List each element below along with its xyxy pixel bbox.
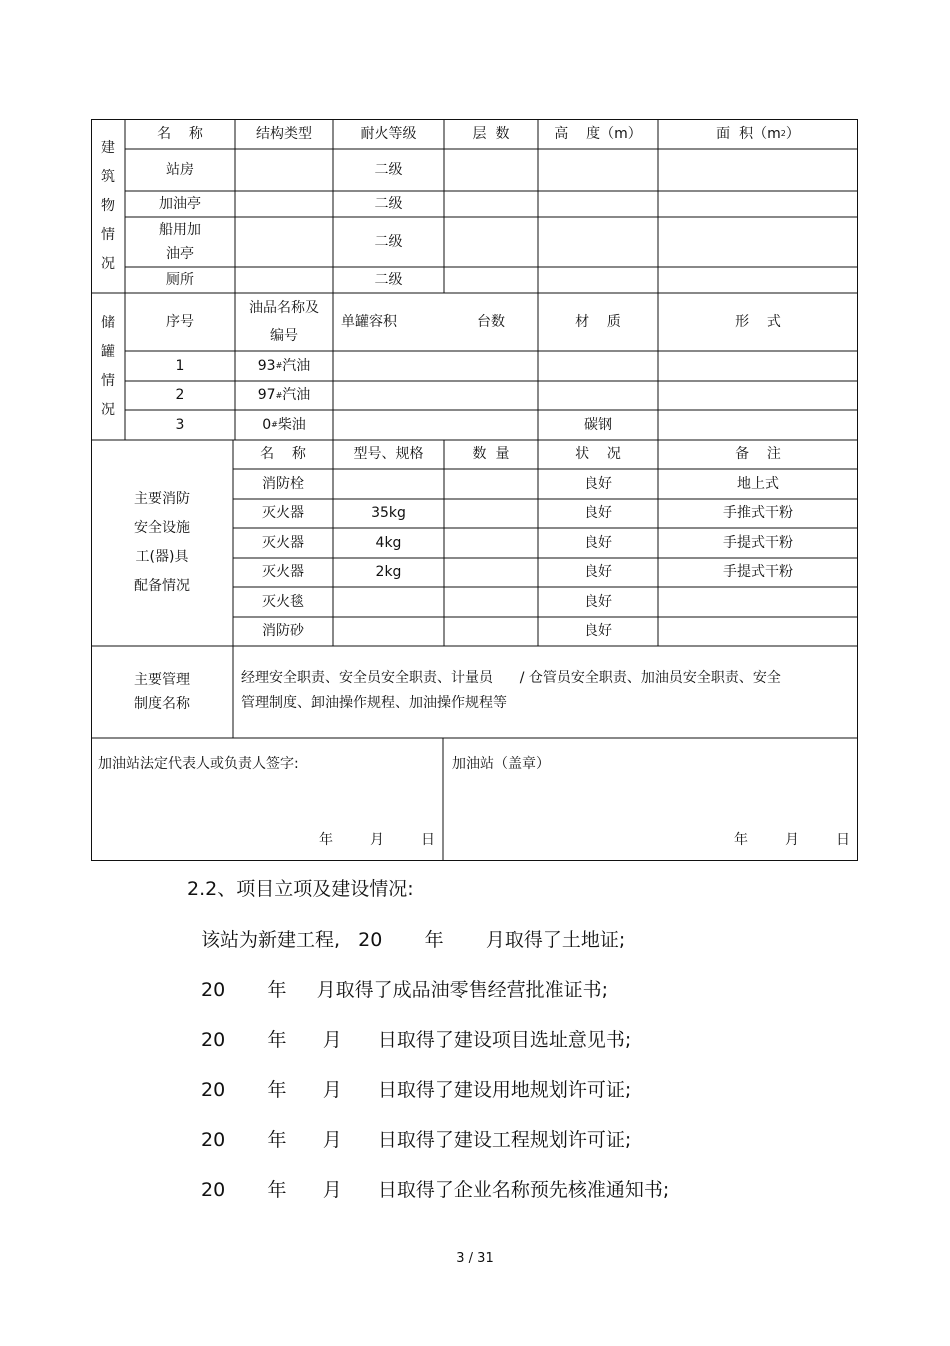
side-char: 情	[101, 226, 115, 243]
tank-product-number: 93	[257, 357, 276, 374]
fire-row-name: 灭火器	[262, 564, 304, 581]
page-number: 3 / 31	[456, 1251, 494, 1266]
side-char: 况	[101, 255, 115, 272]
side-char: 物	[101, 197, 115, 214]
fire-row-status: 良好	[584, 623, 612, 640]
side-char: 筑	[101, 168, 115, 185]
management-text-line: 经理安全职责、安全员安全职责、计量员 / 仓管员安全职责、加油员安全职责、安全	[241, 670, 781, 686]
side-line: 安全设施	[134, 520, 190, 536]
fire-row-status: 良好	[584, 593, 612, 610]
fire-row-status: 良好	[584, 564, 612, 581]
building-row-name: 厕所	[166, 271, 194, 288]
signature-right-day: 日	[836, 832, 850, 848]
fire-row-name: 灭火毯	[262, 593, 304, 610]
header-floors: 层 数	[472, 125, 510, 142]
tank-header-seq: 序号	[166, 313, 194, 330]
signature-left-label: 加油站法定代表人或负责人签字:	[98, 756, 299, 772]
side-char: 储	[101, 314, 115, 331]
tank-product-name: 柴油	[277, 416, 306, 433]
header-structure: 结构类型	[256, 125, 312, 142]
side-line: 主要消防	[134, 491, 190, 507]
fire-row-model: 35kg	[371, 505, 406, 522]
building-side-label	[91, 119, 125, 293]
fire-row-model: 4kg	[375, 534, 402, 551]
fire-row-remarks: 手推式干粉	[723, 505, 793, 522]
signature-right-label: 加油站（盖章）	[452, 756, 550, 772]
fire-row-remarks: 地上式	[737, 475, 779, 492]
building-row-fire-rating: 二级	[374, 161, 403, 178]
management-text	[241, 666, 851, 716]
tank-side-label	[91, 293, 125, 440]
fire-equipment-side-label	[91, 440, 233, 646]
tank-row-material: 碳钢	[584, 416, 612, 433]
section-line: 20 年 月 日取得了建设用地规划许可证;	[201, 1079, 632, 1101]
section-line: 20 年 月 日取得了企业名称预先核准通知书;	[201, 1179, 670, 1201]
fire-header-model: 型号、规格	[353, 446, 424, 463]
fire-row-status: 良好	[584, 505, 612, 522]
fire-row-status: 良好	[584, 475, 612, 492]
signature-left-month: 月	[370, 832, 384, 848]
tank-product-name: 汽油	[282, 387, 311, 404]
tank-header-material: 材 质	[575, 313, 621, 330]
management-text-line: 管理制度、卸油操作规程、加油操作规程等	[241, 695, 507, 711]
tank-header-count: 台数	[477, 313, 505, 330]
tank-header-product-line: 油品名称及	[249, 300, 319, 316]
tank-row-seq: 1	[175, 357, 185, 374]
section-line: 20 年 月 日取得了建设项目选址意见书;	[201, 1029, 632, 1051]
side-line: 配备情况	[134, 578, 190, 594]
fire-header-status: 状 况	[575, 446, 621, 463]
signature-right-year: 年	[734, 832, 748, 848]
signature-left-day: 日	[421, 832, 435, 848]
tank-header-product	[235, 293, 333, 351]
header-area-prefix: 面 积（m	[716, 125, 781, 142]
fire-header-remarks: 备 注	[735, 446, 781, 463]
side-char: 情	[101, 372, 115, 389]
tank-row-seq: 3	[175, 416, 185, 433]
header-fire-rating: 耐火等级	[360, 125, 417, 142]
header-name: 名 称	[157, 125, 203, 142]
building-row-name: 站房	[166, 161, 194, 178]
section-line: 20 年 月取得了成品油零售经营批准证书;	[201, 979, 609, 1001]
management-label-line: 制度名称	[134, 696, 190, 712]
section-line: 该站为新建工程, 20 年 月取得了土地证;	[201, 929, 626, 951]
side-char: 况	[101, 401, 115, 418]
station-info-table	[91, 119, 858, 861]
building-row-name-line: 油亭	[166, 246, 194, 262]
fire-row-name: 灭火器	[262, 505, 304, 522]
tank-header-product-line: 编号	[270, 328, 298, 344]
section-heading: 2.2、项目立项及建设情况:	[187, 878, 414, 900]
tank-product-name: 汽油	[282, 357, 311, 374]
management-label-line: 主要管理	[134, 672, 190, 688]
fire-row-name: 消防栓	[262, 475, 304, 492]
building-row-name: 加油亭	[159, 195, 201, 212]
management-label	[91, 646, 233, 738]
building-row-fire-rating: 二级	[374, 233, 403, 250]
tank-row-product: 0 # 柴油	[262, 416, 306, 433]
side-char: 建	[101, 139, 115, 156]
tank-row-seq: 2	[175, 387, 185, 404]
tank-product-number: 0	[262, 416, 272, 433]
signature-left-year: 年	[319, 832, 333, 848]
fire-row-remarks: 手提式干粉	[723, 564, 793, 581]
building-row-fire-rating: 二级	[374, 195, 403, 212]
building-row-name-line: 船用加	[159, 222, 201, 238]
header-height: 高 度（m）	[554, 125, 642, 142]
side-char: 罐	[101, 343, 115, 360]
tank-row-product: 93 # 汽油	[257, 357, 311, 374]
tank-row-product: 97 # 汽油	[257, 387, 311, 404]
fire-row-remarks: 手提式干粉	[723, 534, 793, 551]
section-line: 20 年 月 日取得了建设工程规划许可证;	[201, 1129, 632, 1151]
tank-header-capacity: 单罐容积	[341, 313, 397, 330]
tank-product-number: 97	[257, 387, 276, 404]
fire-row-status: 良好	[584, 534, 612, 551]
tank-header-form: 形 式	[735, 313, 781, 330]
fire-row-name: 消防砂	[262, 623, 304, 640]
building-row-name	[125, 217, 235, 267]
header-area: 面 积（m 2 ）	[716, 125, 800, 142]
fire-row-name: 灭火器	[262, 534, 304, 551]
fire-header-name: 名 称	[260, 446, 306, 463]
signature-right-month: 月	[785, 832, 799, 848]
fire-header-quantity: 数 量	[472, 446, 510, 463]
fire-row-model: 2kg	[375, 564, 402, 581]
building-row-fire-rating: 二级	[374, 271, 403, 288]
side-line: 工(器)具	[135, 549, 189, 565]
header-area-suffix: ）	[785, 125, 800, 142]
